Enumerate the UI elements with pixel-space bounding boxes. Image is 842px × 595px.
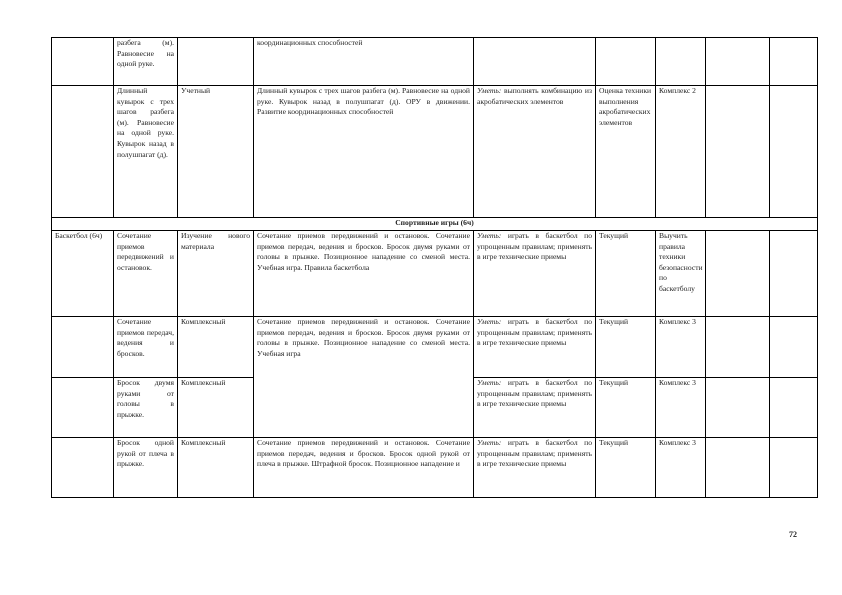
empty-cell [770,378,818,438]
requirements-text: играть в баскетбол по упрощенным правилам; применять в игре технические приемы [477,438,593,469]
requirements-text: играть в баскетбол по упрощенным правилам; применять в игре технические приемы [477,378,593,409]
empty-cell [770,38,818,86]
empty-cell [770,438,818,498]
requirements-text: играть в баскетбол по упрощенным правилам; применять в игре технические приемы [477,317,593,348]
topic-cell [52,38,114,86]
table-row [52,438,818,498]
topic-cell [52,86,114,218]
empty-cell [706,317,770,378]
requirements-cell [474,317,596,378]
topic-cell [52,317,114,378]
lesson-cell: Бросок одной рукой от плеча в прыжке. [114,438,178,498]
type-cell: Комплексный [178,378,254,438]
lesson-cell: Длинный кувырок с трех шагов разбега (м). Равновесие на одной руке. Кувырок назад в полушпагат (д). [114,86,178,218]
requirements-label: Уметь: [477,231,502,240]
content-cell: Сочетание приемов передвижений и остановок. Сочетание приемов передач, ведения и бросков. Бросок одной рукой от плеча в прыжке. Штрафной бросок. Позиционное нападение и [254,438,474,498]
requirements-label: Уметь: [477,86,502,95]
empty-cell [706,378,770,438]
table-body [52,38,818,498]
topic-cell [52,438,114,498]
content-cell: Сочетание приемов передвижений и остановок. Сочетание приемов передач, ведения и бросков. Бросок двумя руками от головы в прыжке. Позиционное нападение со сменой места. Учебная игра. Правила баскетбола [254,231,474,317]
homework-cell: Комплекс 3 [656,317,706,378]
control-cell [596,38,656,86]
section-heading: Спортивные игры (6ч) [52,218,818,231]
lesson-cell: Сочетание приемов передач, ведения и бросков. [114,317,178,378]
control-cell: Текущий [596,231,656,317]
empty-cell [706,86,770,218]
content-cell: координационных способностей [254,38,474,86]
type-cell: Изучение нового материала [178,231,254,317]
lesson-cell: Сочетание приемов передвижений и остановок. [114,231,178,317]
control-cell: Текущий [596,317,656,378]
empty-cell [706,38,770,86]
type-cell: Комплексный [178,317,254,378]
type-cell: Комплексный [178,438,254,498]
lesson-plan-table [51,37,818,498]
type-cell: Учетный [178,86,254,218]
lesson-cell: разбега (м). Равновесие на одной руке. [114,38,178,86]
content-cell: Длинный кувырок с трех шагов разбега (м). Равновесие на одной руке. Кувырок назад в полушпагат (д). ОРУ в движении. Развитие координационных способностей [254,86,474,218]
requirements-cell [474,231,596,317]
topic-cell: Баскетбол (6ч) [52,231,114,317]
empty-cell [770,317,818,378]
homework-cell [656,38,706,86]
empty-cell [770,231,818,317]
lesson-cell: Бросок двумя руками от головы в прыжке. [114,378,178,438]
empty-cell [706,438,770,498]
empty-cell [770,86,818,218]
page-number: 72 [789,530,797,539]
type-cell [178,38,254,86]
requirements-text: играть в баскетбол по упрощенным правилам; применять в игре технические приемы [477,231,593,262]
requirements-text: выполнять комбинацию из акробатических элементов [477,86,592,106]
requirements-cell [474,438,596,498]
homework-cell: Выучить правила техники безопасности по баскетболу [656,231,706,317]
control-cell: Оценка техники выполнения акробатических элементов [596,86,656,218]
table-row [52,38,818,86]
requirements-label: Уметь: [477,378,502,387]
table-row [52,231,818,317]
table-row [52,86,818,218]
table-row [52,317,818,378]
homework-cell: Комплекс 3 [656,438,706,498]
table-row [52,218,818,231]
topic-cell [52,378,114,438]
requirements-cell [474,86,596,218]
requirements-label: Уметь: [477,317,502,326]
control-cell: Текущий [596,378,656,438]
requirements-cell [474,378,596,438]
control-cell: Текущий [596,438,656,498]
homework-cell: Комплекс 2 [656,86,706,218]
empty-cell [706,231,770,317]
requirements-cell [474,38,596,86]
requirements-label: Уметь: [477,438,502,447]
content-cell: Сочетание приемов передвижений и остановок. Сочетание приемов передач, ведения и бросков. Бросок двумя руками от головы в прыжке. Позиционное нападение со сменой места. Учебная игра [254,317,474,438]
homework-cell: Комплекс 3 [656,378,706,438]
